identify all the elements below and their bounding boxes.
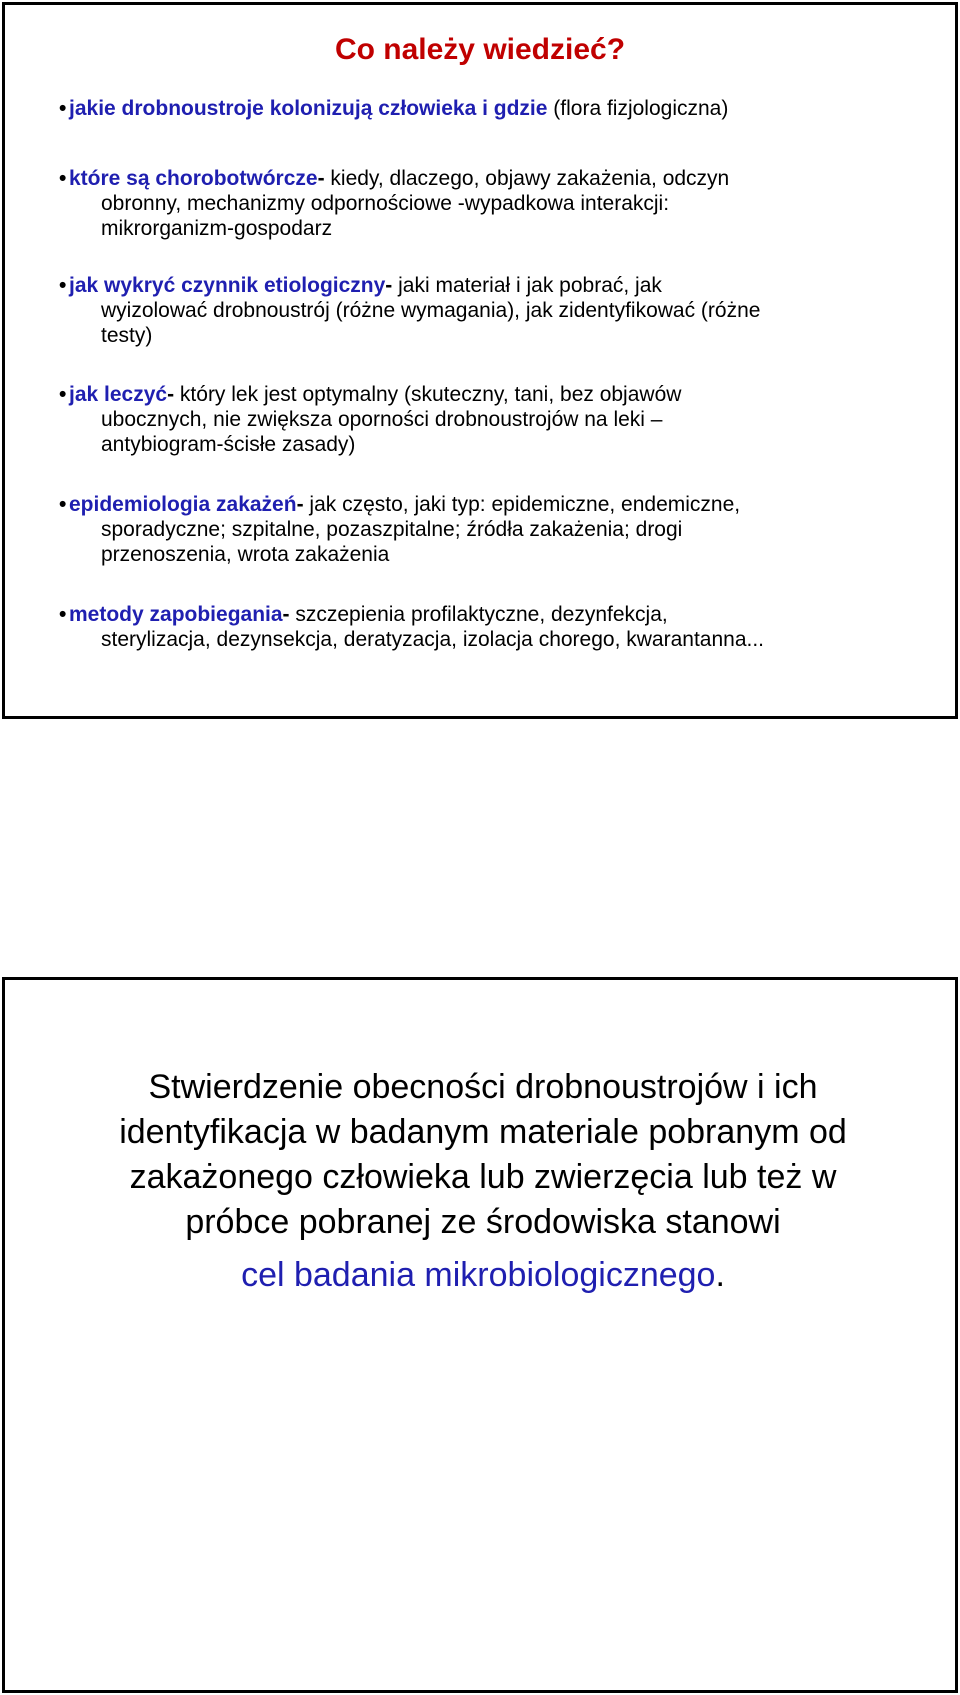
bullet-continuation: sterylizacja, dezynsekcja, deratyzacja, izolacja chorego, kwarantanna...	[101, 628, 764, 651]
definition-line: Stwierdzenie obecności drobnoustrojów i ich	[148, 1068, 818, 1106]
bullet-continuation: mikrorganizm-gospodarz	[101, 217, 333, 240]
bullet-continuation: testy)	[101, 324, 153, 347]
definition-text	[45, 1065, 921, 1298]
bullet-dot-icon: •	[59, 167, 67, 190]
bullet-item	[59, 492, 939, 567]
slide-study-goal	[2, 977, 958, 1693]
bullet-dot-icon: •	[59, 274, 67, 297]
bullet-dash: -	[317, 167, 325, 190]
bullet-text: kiedy, dlaczego, objawy zakażenia, odczyn	[324, 167, 730, 190]
bullet-dash: -	[167, 383, 175, 406]
bullet-text: (flora fizjologiczna)	[547, 97, 729, 120]
slide-title: Co należy wiedzieć?	[334, 33, 626, 66]
definition-highlight: cel badania mikrobiologicznego	[241, 1256, 716, 1294]
bullet-dash: -	[296, 493, 304, 516]
bullet-continuation: przenoszenia, wrota zakażenia	[101, 543, 390, 566]
bullet-dot-icon: •	[59, 97, 67, 120]
bullet-item	[59, 273, 939, 348]
bullet-term: które są chorobotwórcze	[69, 167, 318, 190]
bullet-continuation: obronny, mechanizmy odpornościowe -wypadkowa interakcji:	[101, 192, 670, 215]
bullet-item	[59, 382, 939, 457]
bullet-text: szczepienia profilaktyczne, dezynfekcja,	[289, 603, 668, 626]
definition-line: próbce pobranej ze środowiska stanowi	[185, 1203, 781, 1241]
bullet-continuation: wyizolować drobnoustrój (różne wymagania), jak zidentyfikować (różne	[101, 299, 761, 322]
bullet-item	[59, 166, 939, 241]
bullet-text: który lek jest optymalny (skuteczny, tani, bez objawów	[174, 383, 682, 406]
bullet-dot-icon: •	[59, 383, 67, 406]
bullet-continuation: ubocznych, nie zwiększa oporności drobnoustrojów na leki –	[101, 408, 663, 431]
bullet-item	[59, 602, 939, 652]
slide-what-to-know	[2, 2, 958, 719]
bullet-dash: -	[385, 274, 393, 297]
bullet-dash: -	[282, 603, 290, 626]
bullet-dot-icon: •	[59, 493, 67, 516]
bullet-term: epidemiologia zakażeń	[69, 493, 297, 516]
bullet-item	[59, 96, 939, 121]
bullet-term: jak leczyć	[69, 383, 168, 406]
bullet-text: jaki materiał i jak pobrać, jak	[392, 274, 662, 297]
bullet-dot-icon: •	[59, 603, 67, 626]
definition-line: zakażonego człowieka lub zwierzęcia lub też w	[129, 1158, 837, 1196]
definition-line: identyfikacja w badanym materiale pobranym od	[119, 1113, 847, 1151]
bullet-term: jakie drobnoustroje kolonizują człowieka i gdzie	[69, 97, 548, 120]
definition-period: .	[715, 1256, 725, 1294]
bullet-text: jak często, jaki typ: epidemiczne, endemiczne,	[303, 493, 741, 516]
bullet-continuation: antybiogram-ścisłe zasady)	[101, 433, 356, 456]
bullet-term: metody zapobiegania	[69, 603, 283, 626]
bullet-term: jak wykryć czynnik etiologiczny	[69, 274, 386, 297]
bullet-continuation: sporadyczne; szpitalne, pozaszpitalne; źródła zakażenia; drogi	[101, 518, 683, 541]
definition-conclusion	[45, 1253, 921, 1298]
